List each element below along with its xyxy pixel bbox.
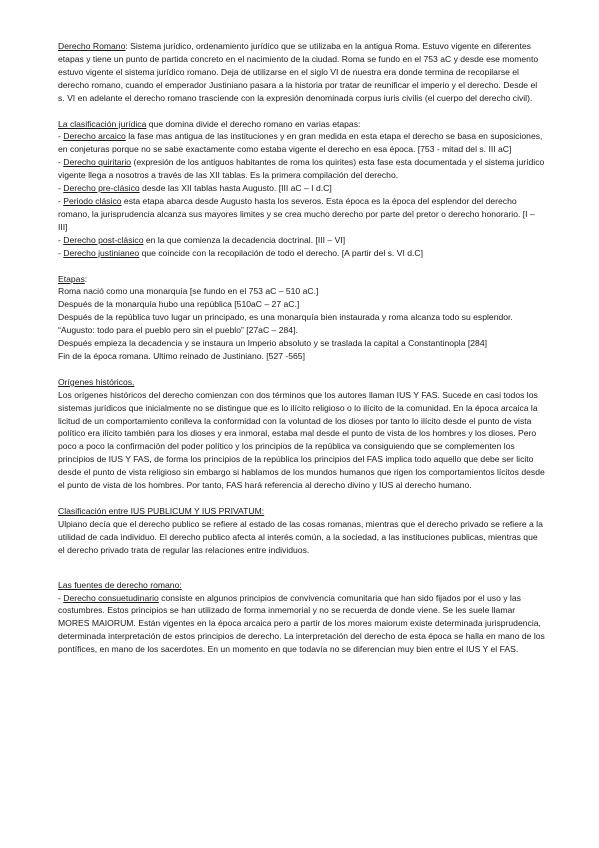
list-dash: - [58, 195, 64, 206]
list-dash: - [58, 131, 64, 142]
publicum-text: Ulpiano decía que el derecho publico se refiere al estado de las cosas romanas, mientras que el derecho privado se refiere a la utilidad de cada individuo. El derecho publico afecta al interés común, a la sociedad, a las instituciones publicas, mientras que el derecho privado trata de regular las relaciones entre individuos. [58, 518, 543, 555]
item-text: la fase mas antigua de las instituciones y en gran medida en esta etapa el derecho se basa en suposiciones, en conjeturas porque no se sabe exactamente como estaba vigente el derecho en esa época. [753 - mitad del s. III aC] [58, 131, 543, 155]
fuentes-text: consiste en algunos principios de convivencia comunitaria que han sido fijados por el uso y las costumbres. Estos principios se han utilizado de forma inmemorial y no se recuerda de donde viene. Se les suele llamar MORES MAIORUM. Están vigentes en la época arcaica pero a partir de los mores maiorum existe determinada jurisprudencia, determinada interpretación de estos principios de derecho. La interpretación del derecho de esta época se halla en mano de los pontífices, en mano de los sacerdotes. En un momento en que todavía no se diferencian muy bien entre el IUS Y el FAS. [58, 592, 545, 655]
origenes-title: Orígenes históricos. [58, 376, 135, 387]
intro-text: : Sistema jurídico, ordenamiento jurídico que se utilizaba en la antigua Roma. Estuvo vigente en diferentes etapas y tiene un punto de partida concreto en el nacimiento de la ciudad. Roma se fundo en el 753 aC y desde ese momento estuvo vigente el sistema jurídico romano. Deja de utilizarse en el siglo VI de nuestra era donde termina de recopilarse el derecho romano, cuando el emperador Justiniano pasara a la historia por tratar de reunificar el imperio y el derecho. Desde el s. VI en adelante el derecho romano trasciende con la expresión denominada corpus iuris civilis (el cuerpo del derecho civil). [58, 41, 539, 103]
item-text: en la que comienza la decadencia doctrinal. [III – VI] [143, 234, 346, 245]
list-dash: - [58, 234, 64, 245]
etapa-line: Después empieza la decadencia y se instaura un Imperio absoluto y se traslada la capital a Constantinopla [284] [58, 338, 487, 349]
etapas-title: Etapas [58, 273, 85, 284]
etapas-heading [58, 273, 546, 286]
publicum-title: Clasificación entre IUS PUBLICUM Y IUS PRIVATUM: [58, 506, 265, 516]
item-text: desde las XII tablas hasta Augusto. [III aC – I d.C] [139, 183, 332, 194]
etapa-line: Después de la república tuvo lugar un principado, es una monarquía bien instaurada y roma alcanza todo su esplendor. “Augusto: todo para el pueblo pero sin el pueblo” [27aC – 284]. [58, 312, 513, 336]
item-term: Derecho quiritario [63, 157, 132, 168]
list-item [58, 234, 546, 247]
list-dash: - [58, 183, 64, 194]
item-term: Derecho pre-clásico [63, 183, 140, 194]
fuentes-term: Derecho consuetudinario [63, 592, 159, 603]
item-term: Periodo clásico [63, 195, 122, 206]
etapa-line: Después de la monarquía hubo una república [510aC – 27 aC.] [58, 299, 300, 310]
list-item [58, 195, 546, 234]
fuentes-paragraph [58, 592, 546, 657]
item-term: Derecho post-clásico [63, 234, 144, 245]
etapa-line: Fin de la época romana. Ultimo reinado de Justiniano. [527 -565] [58, 350, 305, 361]
fuentes-title: Las fuentes de derecho romano: [58, 579, 182, 590]
clasificacion-heading [58, 118, 546, 131]
intro-paragraph [58, 40, 546, 105]
list-dash: - [58, 157, 64, 168]
list-item [58, 247, 546, 260]
list-dash: - [58, 592, 64, 603]
list-item [58, 130, 546, 156]
item-text: (expresión de los antiguos habitantes de roma los quirites) esta fase esta documentada y el sistema jurídico vigente llega a nosotros a través de las XII tablas. Es la primera compilación del derecho. [58, 157, 545, 181]
item-text: esta etapa abarca desde Augusto hasta los severos. Esta época es la época del esplendor del derecho romano, la jurisprudencia alcanza sus mayores limites y se crea mucho derecho por parte del pretor o derecho honorario. [I – III] [58, 195, 535, 232]
list-dash: - [58, 247, 64, 258]
item-text: que coincide con la recopilación de todo el derecho. [A partir del s. VI d.C] [139, 247, 423, 258]
clasificacion-title: La clasificación jurídica [58, 118, 147, 129]
document-page [58, 40, 546, 656]
clasificacion-intro: que domina divide el derecho romano en varias etapas: [146, 118, 361, 129]
item-term: Derecho justinianeo [63, 247, 140, 258]
etapa-line: Roma nació como una monarquía [se fundo en el 753 aC – 510 aC.] [58, 286, 319, 297]
item-term: Derecho arcaico [63, 131, 126, 142]
list-item [58, 156, 546, 182]
intro-title: Derecho Romano [58, 41, 126, 51]
origenes-text: Los orígenes históricos del derecho comienzan con dos términos que los autores llaman IUS Y FAS. Sucede en casi todos los sistemas jurídicos que inicialmente no se distingue que es lo ilícito religioso o lo ilícito de la comunidad. En la época arcaica la licitud de un comportamiento conlleva la conformidad con la voluntad de los dioses por tanto lo ilícito desde el punto de vista político era ilícito también para los dioses y era inmoral, estaba mal desde el punto de vista de los hombres y los dioses. Pero poco a poco la confirmación del poder político y los principios de la república va consiguiendo que se complementen los principios de IUS Y FAS, de forma los principios de la república los principios del FAS implica todo aquello que debe ser licito desde el punto de vista religioso sin embargo si hablamos de los mundos humanos que rigen los comportamientos lícitos desde el punto de vista de los hombres. Por tanto, FAS hará referencia al derecho divino y IUS al derecho humano. [58, 389, 545, 491]
list-item [58, 182, 546, 195]
etapas-colon: : [84, 273, 88, 284]
